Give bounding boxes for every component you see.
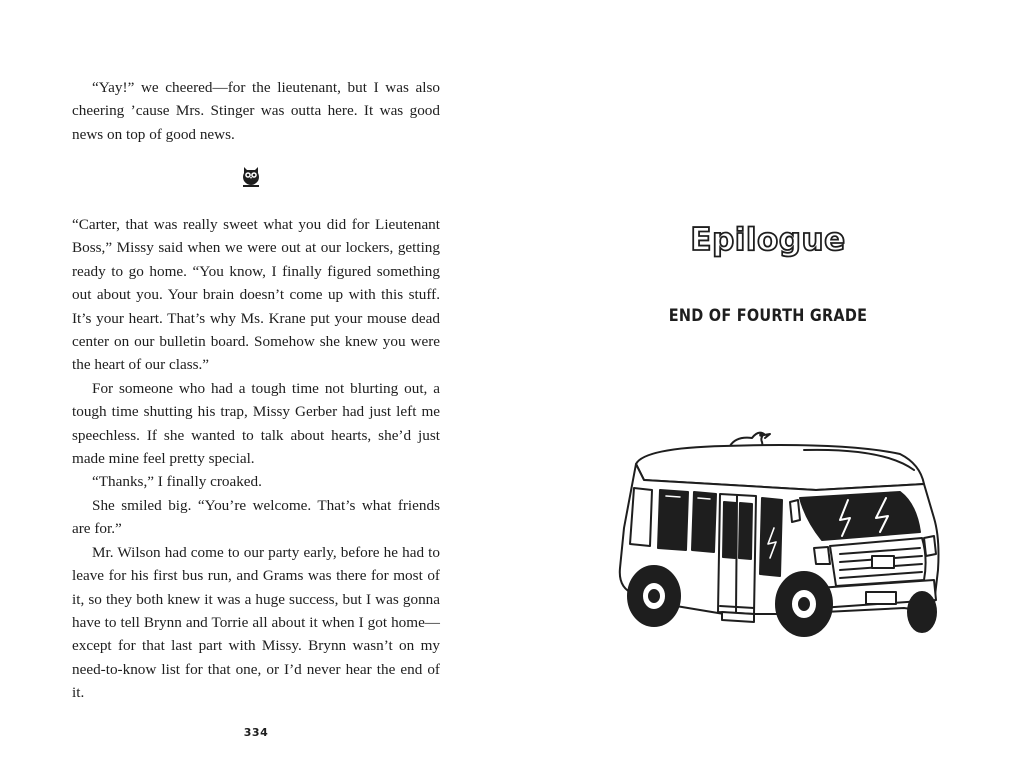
paragraph: Mr. Wilson had come to our party early, before he had to leave for his first bus run, and Grams was there for most of it, so they both knew it was a huge success, but I was gonna have to tell Brynn and Torrie all about it when I got home—except for that last part with Missy. Brynn wasn’t on my need-to-know list for that one, or I’d never hear the end of it. bbox=[72, 543, 440, 702]
paragraph: “Yay!” we cheered—for the lieutenant, but I was also cheering ’cause Mrs. Stinger was outta here. It was good news on top of good news. bbox=[72, 79, 440, 143]
text-block-top bbox=[72, 76, 440, 146]
bus-illustration bbox=[604, 408, 952, 640]
text-block-main bbox=[72, 213, 440, 705]
paragraph: “Carter, that was really sweet what you did for Lieutenant Boss,” Missy said when we were out at our lockers, getting ready to go home. “You know, I finally figured something out about you. Your brain doesn’t come up with this stuff. It’s your heart. That’s why Ms. Krane put your mouse dead center on our bulletin board. Somehow she knew you were the heart of our class.” bbox=[72, 216, 440, 374]
right-page bbox=[512, 0, 1024, 768]
paragraph: “Thanks,” I finally croaked. bbox=[92, 473, 262, 491]
owl-ornament-icon bbox=[240, 164, 262, 188]
chapter-title: Epilogue bbox=[690, 222, 846, 258]
chapter-subtitle: END OF FOURTH GRADE bbox=[668, 306, 868, 326]
paragraph: For someone who had a tough time not blurting out, a tough time shutting his trap, Missy Gerber had just left me speechless. If she wanted to talk about hearts, she’d just made mine feel pretty special. bbox=[72, 379, 440, 468]
paragraph: She smiled big. “You’re welcome. That’s what friends are for.” bbox=[72, 496, 440, 538]
page-number: 334 bbox=[243, 726, 269, 739]
